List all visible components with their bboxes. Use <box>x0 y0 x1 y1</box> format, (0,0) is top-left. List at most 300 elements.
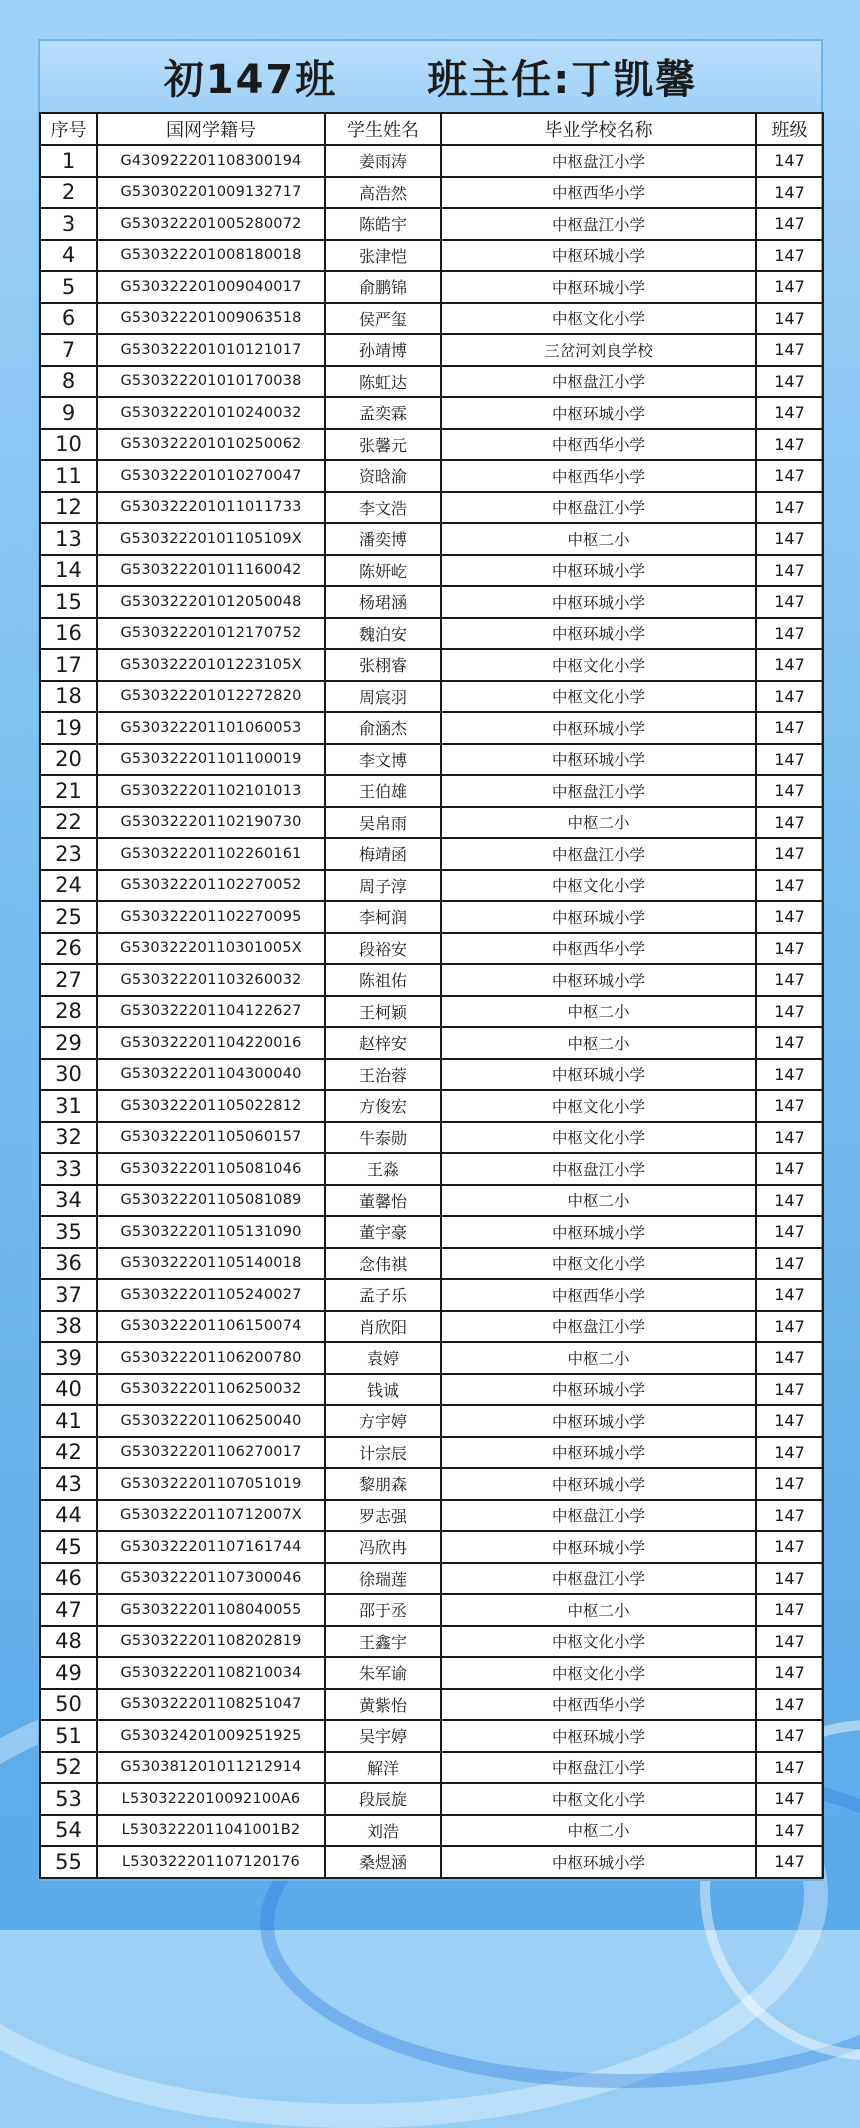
table-row <box>40 996 823 1028</box>
class-number: 147 <box>756 1563 823 1595</box>
student-name: 钱诚 <box>325 1374 441 1406</box>
student-id: G530322201011011733 <box>97 492 325 524</box>
student-name: 杨珺涵 <box>325 586 441 618</box>
student-name: 孙靖博 <box>325 334 441 366</box>
row-number: 38 <box>40 1311 97 1343</box>
student-name: 董宇豪 <box>325 1216 441 1248</box>
school-name: 中枢二小 <box>441 523 756 555</box>
table-row <box>40 1752 823 1784</box>
table-row <box>40 1846 823 1878</box>
table-row <box>40 1311 823 1343</box>
school-name: 中枢二小 <box>441 1815 756 1847</box>
student-id: G530322201005280072 <box>97 208 325 240</box>
school-name: 中枢环城小学 <box>441 1437 756 1469</box>
table-row <box>40 649 823 681</box>
table-row <box>40 1500 823 1532</box>
table-row <box>40 1594 823 1626</box>
table-row <box>40 807 823 839</box>
row-number: 53 <box>40 1783 97 1815</box>
school-name: 中枢环城小学 <box>441 555 756 587</box>
school-name: 中枢盘江小学 <box>441 1752 756 1784</box>
school-name: 中枢环城小学 <box>441 618 756 650</box>
roster-title <box>40 41 821 112</box>
class-roster-sheet <box>40 41 821 1879</box>
row-number: 28 <box>40 996 97 1028</box>
class-number: 147 <box>756 1342 823 1374</box>
table-row <box>40 523 823 555</box>
class-number: 147 <box>756 649 823 681</box>
student-id: G530322201010240032 <box>97 397 325 429</box>
student-id: L530322201107120176 <box>97 1846 325 1878</box>
table-row <box>40 838 823 870</box>
row-number: 35 <box>40 1216 97 1248</box>
row-number: 20 <box>40 744 97 776</box>
table-header-row <box>40 113 823 145</box>
school-name: 中枢文化小学 <box>441 1657 756 1689</box>
student-name: 王淼 <box>325 1153 441 1185</box>
row-number: 46 <box>40 1563 97 1595</box>
student-name: 李文博 <box>325 744 441 776</box>
table-row <box>40 1153 823 1185</box>
class-number: 147 <box>756 1185 823 1217</box>
table-row <box>40 208 823 240</box>
school-name: 中枢盘江小学 <box>441 775 756 807</box>
table-row <box>40 586 823 618</box>
table-row <box>40 366 823 398</box>
row-number: 54 <box>40 1815 97 1847</box>
school-name: 中枢环城小学 <box>441 1405 756 1437</box>
column-header-no: 序号 <box>40 113 97 145</box>
row-number: 10 <box>40 429 97 461</box>
class-number: 147 <box>756 1027 823 1059</box>
student-id: G530322201009040017 <box>97 271 325 303</box>
student-id: G530322201107161744 <box>97 1531 325 1563</box>
student-id: G530322201105022812 <box>97 1090 325 1122</box>
row-number: 15 <box>40 586 97 618</box>
student-name: 陈皓宇 <box>325 208 441 240</box>
class-number: 147 <box>756 681 823 713</box>
row-number: 33 <box>40 1153 97 1185</box>
table-row <box>40 1531 823 1563</box>
column-header-class: 班级 <box>756 113 823 145</box>
student-name: 王鑫宇 <box>325 1626 441 1658</box>
school-name: 中枢文化小学 <box>441 303 756 335</box>
school-name: 中枢文化小学 <box>441 649 756 681</box>
school-name: 中枢文化小学 <box>441 1248 756 1280</box>
student-id: G530322201102270095 <box>97 901 325 933</box>
class-number: 147 <box>756 240 823 272</box>
class-number: 147 <box>756 1090 823 1122</box>
row-number: 48 <box>40 1626 97 1658</box>
table-row <box>40 1437 823 1469</box>
row-number: 12 <box>40 492 97 524</box>
student-name: 资晗渝 <box>325 460 441 492</box>
class-number: 147 <box>756 1311 823 1343</box>
class-number: 147 <box>756 933 823 965</box>
student-name: 孟奕霖 <box>325 397 441 429</box>
student-id: G530322201106250032 <box>97 1374 325 1406</box>
school-name: 中枢环城小学 <box>441 397 756 429</box>
student-name: 侯严玺 <box>325 303 441 335</box>
table-row <box>40 1279 823 1311</box>
school-name: 中枢盘江小学 <box>441 145 756 177</box>
row-number: 32 <box>40 1122 97 1154</box>
student-name: 高浩然 <box>325 177 441 209</box>
student-name: 吴帛雨 <box>325 807 441 839</box>
table-row <box>40 901 823 933</box>
row-number: 6 <box>40 303 97 335</box>
student-id: L5303222010092100A6 <box>97 1783 325 1815</box>
student-name: 刘浩 <box>325 1815 441 1847</box>
row-number: 19 <box>40 712 97 744</box>
class-number: 147 <box>756 1248 823 1280</box>
student-name: 周子淳 <box>325 870 441 902</box>
class-number: 147 <box>756 1468 823 1500</box>
student-id: G530322201012272820 <box>97 681 325 713</box>
table-row <box>40 271 823 303</box>
table-row <box>40 775 823 807</box>
table-row <box>40 429 823 461</box>
student-name: 姜雨涛 <box>325 145 441 177</box>
student-name: 俞鹏锦 <box>325 271 441 303</box>
school-name: 中枢西华小学 <box>441 177 756 209</box>
class-number: 147 <box>756 1657 823 1689</box>
student-table <box>39 112 824 1879</box>
table-row <box>40 1027 823 1059</box>
student-name: 冯欣冉 <box>325 1531 441 1563</box>
class-number: 147 <box>756 807 823 839</box>
school-name: 中枢二小 <box>441 1594 756 1626</box>
student-name: 计宗辰 <box>325 1437 441 1469</box>
class-number: 147 <box>756 1846 823 1878</box>
class-number: 147 <box>756 1720 823 1752</box>
student-id: G530322201102260161 <box>97 838 325 870</box>
class-number: 147 <box>756 586 823 618</box>
student-id: G530322201010121017 <box>97 334 325 366</box>
student-id: G530322201108251047 <box>97 1689 325 1721</box>
class-number: 147 <box>756 1531 823 1563</box>
row-number: 43 <box>40 1468 97 1500</box>
row-number: 42 <box>40 1437 97 1469</box>
school-name: 中枢环城小学 <box>441 1216 756 1248</box>
student-id: G530322201012170752 <box>97 618 325 650</box>
student-id: G530322201106250040 <box>97 1405 325 1437</box>
school-name: 中枢盘江小学 <box>441 1500 756 1532</box>
class-number: 147 <box>756 460 823 492</box>
row-number: 36 <box>40 1248 97 1280</box>
table-row <box>40 397 823 429</box>
school-name: 中枢环城小学 <box>441 744 756 776</box>
column-header-student-name: 学生姓名 <box>325 113 441 145</box>
school-name: 中枢盘江小学 <box>441 208 756 240</box>
student-id: G530322201010270047 <box>97 460 325 492</box>
school-name: 中枢环城小学 <box>441 1059 756 1091</box>
class-number: 147 <box>756 901 823 933</box>
class-number: 147 <box>756 397 823 429</box>
table-row <box>40 618 823 650</box>
class-number: 147 <box>756 1437 823 1469</box>
row-number: 23 <box>40 838 97 870</box>
student-name: 黄紫怡 <box>325 1689 441 1721</box>
student-name: 桑煜涵 <box>325 1846 441 1878</box>
student-name: 牛泰勋 <box>325 1122 441 1154</box>
school-name: 中枢文化小学 <box>441 1626 756 1658</box>
row-number: 37 <box>40 1279 97 1311</box>
student-id: G530322201101100019 <box>97 744 325 776</box>
row-number: 13 <box>40 523 97 555</box>
class-number: 147 <box>756 303 823 335</box>
column-header-student-id: 国网学籍号 <box>97 113 325 145</box>
row-number: 16 <box>40 618 97 650</box>
row-number: 30 <box>40 1059 97 1091</box>
student-id: G530322201103260032 <box>97 964 325 996</box>
student-id: G530322201009063518 <box>97 303 325 335</box>
school-name: 中枢文化小学 <box>441 870 756 902</box>
school-name: 中枢盘江小学 <box>441 492 756 524</box>
class-number: 147 <box>756 271 823 303</box>
class-number: 147 <box>756 1374 823 1406</box>
student-name: 王伯雄 <box>325 775 441 807</box>
school-name: 中枢盘江小学 <box>441 366 756 398</box>
student-name: 方俊宏 <box>325 1090 441 1122</box>
student-id: G530302201009132717 <box>97 177 325 209</box>
student-id: G530322201010250062 <box>97 429 325 461</box>
student-id: G530322201105081089 <box>97 1185 325 1217</box>
row-number: 26 <box>40 933 97 965</box>
row-number: 39 <box>40 1342 97 1374</box>
table-row <box>40 1405 823 1437</box>
student-name: 魏泊安 <box>325 618 441 650</box>
class-number: 147 <box>756 964 823 996</box>
student-id: L5303222011041001B2 <box>97 1815 325 1847</box>
student-name: 段裕安 <box>325 933 441 965</box>
table-row <box>40 1689 823 1721</box>
student-name: 王柯颖 <box>325 996 441 1028</box>
student-id: G530322201104220016 <box>97 1027 325 1059</box>
student-id: G530322201011160042 <box>97 555 325 587</box>
table-row <box>40 1783 823 1815</box>
row-number: 8 <box>40 366 97 398</box>
row-number: 51 <box>40 1720 97 1752</box>
row-number: 17 <box>40 649 97 681</box>
class-number: 147 <box>756 1815 823 1847</box>
student-id: G530322201102101013 <box>97 775 325 807</box>
row-number: 44 <box>40 1500 97 1532</box>
student-name: 朱军谕 <box>325 1657 441 1689</box>
row-number: 45 <box>40 1531 97 1563</box>
student-id: G530322201106200780 <box>97 1342 325 1374</box>
row-number: 25 <box>40 901 97 933</box>
student-id: G530322201106270017 <box>97 1437 325 1469</box>
table-row <box>40 145 823 177</box>
row-number: 40 <box>40 1374 97 1406</box>
class-number: 147 <box>756 1279 823 1311</box>
school-name: 中枢西华小学 <box>441 1279 756 1311</box>
row-number: 27 <box>40 964 97 996</box>
student-name: 方宇婷 <box>325 1405 441 1437</box>
table-row <box>40 744 823 776</box>
table-row <box>40 681 823 713</box>
row-number: 22 <box>40 807 97 839</box>
student-id: G530322201105140018 <box>97 1248 325 1280</box>
school-name: 三岔河刘良学校 <box>441 334 756 366</box>
school-name: 中枢西华小学 <box>441 460 756 492</box>
table-row <box>40 555 823 587</box>
class-number: 147 <box>756 523 823 555</box>
table-row <box>40 933 823 965</box>
student-name: 李柯润 <box>325 901 441 933</box>
class-number: 147 <box>756 334 823 366</box>
class-number: 147 <box>756 870 823 902</box>
school-name: 中枢西华小学 <box>441 429 756 461</box>
school-name: 中枢二小 <box>441 1185 756 1217</box>
student-id: G530322201108210034 <box>97 1657 325 1689</box>
student-name: 段辰旋 <box>325 1783 441 1815</box>
student-id: G530322201104300040 <box>97 1059 325 1091</box>
class-name: 初147班 <box>163 57 338 103</box>
student-id: G530322201106150074 <box>97 1311 325 1343</box>
table-row <box>40 240 823 272</box>
student-id: G53032220101223105X <box>97 649 325 681</box>
student-id: G530322201105060157 <box>97 1122 325 1154</box>
class-number: 147 <box>756 145 823 177</box>
table-row <box>40 1059 823 1091</box>
row-number: 52 <box>40 1752 97 1784</box>
table-row <box>40 460 823 492</box>
student-name: 王治蓉 <box>325 1059 441 1091</box>
school-name: 中枢文化小学 <box>441 1122 756 1154</box>
student-name: 周宸羽 <box>325 681 441 713</box>
student-id: G530381201011212914 <box>97 1752 325 1784</box>
student-name: 罗志强 <box>325 1500 441 1532</box>
row-number: 34 <box>40 1185 97 1217</box>
student-name: 潘奕博 <box>325 523 441 555</box>
student-id: G530322201107300046 <box>97 1563 325 1595</box>
row-number: 14 <box>40 555 97 587</box>
school-name: 中枢环城小学 <box>441 271 756 303</box>
row-number: 41 <box>40 1405 97 1437</box>
student-name: 张栩睿 <box>325 649 441 681</box>
column-header-school: 毕业学校名称 <box>441 113 756 145</box>
row-number: 18 <box>40 681 97 713</box>
student-id: G530322201104122627 <box>97 996 325 1028</box>
table-row <box>40 1216 823 1248</box>
row-number: 29 <box>40 1027 97 1059</box>
table-row <box>40 870 823 902</box>
table-row <box>40 1657 823 1689</box>
class-number: 147 <box>756 1122 823 1154</box>
student-name: 李文浩 <box>325 492 441 524</box>
student-name: 孟子乐 <box>325 1279 441 1311</box>
student-id: G530324201009251925 <box>97 1720 325 1752</box>
table-row <box>40 1563 823 1595</box>
school-name: 中枢二小 <box>441 1342 756 1374</box>
class-number: 147 <box>756 744 823 776</box>
class-number: 147 <box>756 1594 823 1626</box>
class-number: 147 <box>756 1626 823 1658</box>
row-number: 55 <box>40 1846 97 1878</box>
class-number: 147 <box>756 1153 823 1185</box>
row-number: 7 <box>40 334 97 366</box>
table-row <box>40 1248 823 1280</box>
school-name: 中枢环城小学 <box>441 901 756 933</box>
class-number: 147 <box>756 1783 823 1815</box>
class-number: 147 <box>756 712 823 744</box>
school-name: 中枢环城小学 <box>441 1468 756 1500</box>
school-name: 中枢二小 <box>441 1027 756 1059</box>
table-row <box>40 1090 823 1122</box>
student-name: 黎朋森 <box>325 1468 441 1500</box>
row-number: 5 <box>40 271 97 303</box>
table-row <box>40 1374 823 1406</box>
class-number: 147 <box>756 775 823 807</box>
row-number: 11 <box>40 460 97 492</box>
student-id: G53032220110301005X <box>97 933 325 965</box>
class-number: 147 <box>756 1689 823 1721</box>
school-name: 中枢盘江小学 <box>441 1311 756 1343</box>
student-id: G530322201108040055 <box>97 1594 325 1626</box>
school-name: 中枢环城小学 <box>441 964 756 996</box>
student-id: G530322201102190730 <box>97 807 325 839</box>
table-row <box>40 1626 823 1658</box>
school-name: 中枢环城小学 <box>441 1531 756 1563</box>
table-row <box>40 1815 823 1847</box>
school-name: 中枢盘江小学 <box>441 1563 756 1595</box>
class-number: 147 <box>756 208 823 240</box>
student-id: G530322201008180018 <box>97 240 325 272</box>
table-row <box>40 492 823 524</box>
class-number: 147 <box>756 1216 823 1248</box>
class-number: 147 <box>756 366 823 398</box>
school-name: 中枢文化小学 <box>441 1090 756 1122</box>
student-name: 袁婷 <box>325 1342 441 1374</box>
student-id: G530322201105131090 <box>97 1216 325 1248</box>
row-number: 24 <box>40 870 97 902</box>
class-number: 147 <box>756 618 823 650</box>
class-number: 147 <box>756 1405 823 1437</box>
student-id: G53032220101105109X <box>97 523 325 555</box>
student-id: G530322201012050048 <box>97 586 325 618</box>
table-row <box>40 334 823 366</box>
row-number: 49 <box>40 1657 97 1689</box>
school-name: 中枢西华小学 <box>441 1689 756 1721</box>
student-name: 俞涵杰 <box>325 712 441 744</box>
table-row <box>40 1342 823 1374</box>
class-number: 147 <box>756 492 823 524</box>
school-name: 中枢二小 <box>441 996 756 1028</box>
student-id: G530322201107051019 <box>97 1468 325 1500</box>
student-id: G530322201105240027 <box>97 1279 325 1311</box>
student-name: 陈妍屹 <box>325 555 441 587</box>
student-name: 陈虹达 <box>325 366 441 398</box>
row-number: 50 <box>40 1689 97 1721</box>
school-name: 中枢环城小学 <box>441 1720 756 1752</box>
table-row <box>40 303 823 335</box>
student-id: G530322201010170038 <box>97 366 325 398</box>
school-name: 中枢环城小学 <box>441 712 756 744</box>
school-name: 中枢环城小学 <box>441 240 756 272</box>
student-name: 董馨怡 <box>325 1185 441 1217</box>
student-name: 肖欣阳 <box>325 1311 441 1343</box>
table-row <box>40 964 823 996</box>
class-number: 147 <box>756 838 823 870</box>
class-number: 147 <box>756 1500 823 1532</box>
row-number: 1 <box>40 145 97 177</box>
student-name: 念伟祺 <box>325 1248 441 1280</box>
school-name: 中枢环城小学 <box>441 1374 756 1406</box>
school-name: 中枢西华小学 <box>441 933 756 965</box>
table-row <box>40 1468 823 1500</box>
